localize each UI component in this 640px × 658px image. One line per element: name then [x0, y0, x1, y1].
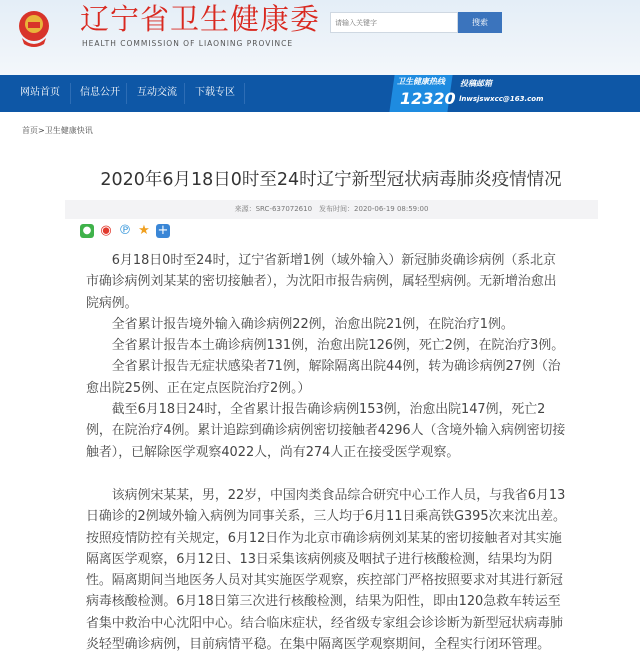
nav-divider: [126, 83, 127, 104]
share-bar: [80, 224, 170, 238]
favorite-star-icon[interactable]: ★: [138, 223, 150, 238]
paragraph: 全省累计报告本土确诊病例131例，治愈出院126例，死亡2例，在院治疗3例。: [111, 338, 565, 354]
site-title[interactable]: 辽宁省卫生健康委: [80, 2, 321, 36]
nav-divider: [70, 83, 71, 104]
article-body: [86, 250, 568, 655]
main-nav: [0, 75, 640, 112]
national-emblem-icon: [17, 8, 51, 48]
nav-item-interaction[interactable]: 互动交流: [137, 87, 177, 98]
nav-divider: [184, 83, 185, 104]
mail-label: 投稿邮箱: [460, 79, 492, 88]
search-button[interactable]: 搜索: [458, 12, 502, 33]
nav-divider: [244, 83, 245, 104]
paragraph: 截至6月18日24时，全省累计报告确诊病例153例，治愈出院147例，死亡2例，在院治疗4例。累计追踪到确诊病例密切接触者4296人（含境外输入病例密切接触者），已解除医学观察4022人，尚有274人正在接受医学观察。: [86, 402, 566, 460]
paragraph: 全省累计报告无症状感染者71例，解除隔离出院44例，转为确诊病例27例（治愈出院25例、正在定点医院治疗2例。）: [86, 359, 561, 396]
hotline-number: 12320: [400, 89, 456, 108]
article-title: 2020年6月18日0时至24时辽宁新型冠状病毒肺炎疫情情况: [100, 170, 562, 190]
site-header: [0, 0, 640, 75]
paragraph: 该病例宋某某，男，22岁，中国肉类食品综合研究中心工作人员，与我省6月13日确诊的2例域外输入病例为同事关系，三人均于6月11日乘高铁G395次来沈出差。按照疫情防控有关规定，6月12日作为北京市确诊病例刘某某的密切接触者对其实施隔离医学观察，6月12日、13日采集该病例痰及咽拭子进行核酸检测，结果均为阴性。隔离期间当地医务人员对其实施医学观察，疾控部门严格按照要求对其进行新冠病毒核酸检测。6月18日第三次进行核酸检测，结果为阳性，即由120急救车转运至省集中救治中心沈阳中心。结合临床症状，经省级专家组会诊诊断为新型冠状病毒肺炎轻型确诊病例，目前病情平稳。在集中隔离医学观察期间，全程实行闭环管理。: [86, 487, 566, 653]
nav-item-home[interactable]: 网站首页: [20, 87, 60, 98]
nav-item-info[interactable]: 信息公开: [80, 87, 120, 98]
pinterest-icon[interactable]: ℗: [118, 223, 132, 238]
mail-address[interactable]: lnwsjswxcc@163.com: [459, 95, 544, 103]
search-input[interactable]: [330, 12, 458, 33]
article-meta: 来源：SRC-637072610 发布时间：2020-06-19 08:59:00: [65, 200, 598, 219]
more-plus-icon[interactable]: +: [157, 223, 169, 238]
nav-item-download[interactable]: 下载专区: [195, 87, 235, 98]
hotline-label: 卫生健康热线: [397, 77, 445, 86]
weibo-icon[interactable]: ◉: [100, 223, 112, 238]
paragraph: 全省累计报告境外输入确诊病例22例，治愈出院21例，在院治疗1例。: [111, 316, 514, 332]
wechat-icon[interactable]: ●: [80, 224, 94, 238]
site-subtitle: HEALTH COMMISSION OF LIAONING PROVINCE: [82, 39, 294, 48]
paragraph: 6月18日0时至24时，辽宁省新增1例（域外输入）新冠肺炎确诊病例（系北京市确诊病例刘某某的密切接触者），为沈阳市报告病例，属轻型病例。无新增治愈出院病例。: [86, 253, 557, 311]
breadcrumb[interactable]: 首页>卫生健康快讯: [22, 126, 93, 135]
